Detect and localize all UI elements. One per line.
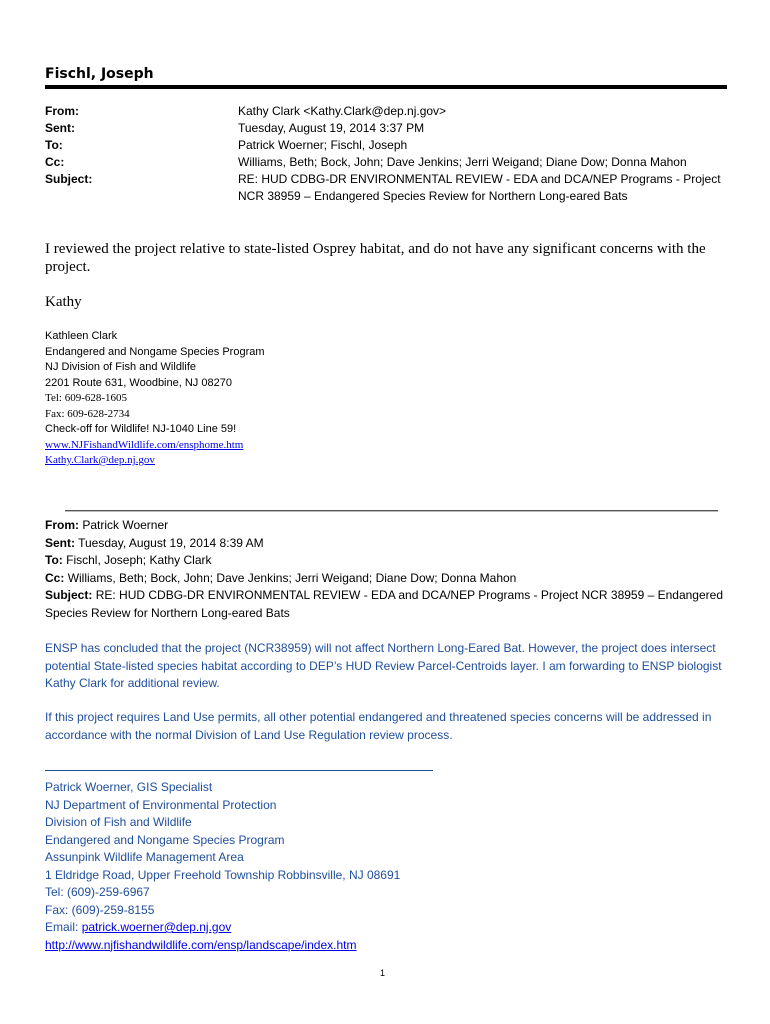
cc-value: Williams, Beth; Bock, John; Dave Jenkins; Jerri Weigand; Diane Dow; Donna Mahon [238, 155, 687, 169]
fwd-sig-fax: Fax: (609)-259-8155 [45, 902, 155, 917]
signature-division: NJ Division of Fish and Wildlife [45, 361, 196, 373]
reply-signature [45, 329, 265, 469]
header-sent-row [45, 120, 735, 137]
reply-signoff: Kathy [45, 294, 82, 310]
sent-label: Sent: [45, 121, 75, 135]
fwd-sent-label: Sent: [45, 535, 75, 550]
fwd-sig-name: Patrick Woerner, GIS Specialist [45, 780, 213, 794]
forwarded-signature [45, 762, 433, 954]
header-to-row [45, 137, 735, 154]
signature-name: Kathleen Clark [45, 330, 118, 342]
mailbox-owner-name: Fischl, Joseph [45, 66, 154, 82]
fwd-cc-label: Cc: [45, 570, 65, 585]
subject-value: RE: HUD CDBG-DR ENVIRONMENTAL REVIEW - EDA and DCA/NEP Programs - Project NCR 38959 – Endangered Species Review for Northern Long-eared Bats [238, 172, 721, 203]
fwd-sig-email-row [45, 919, 433, 937]
fwd-sig-dept: NJ Department of Environmental Protection [45, 797, 277, 812]
fwd-subject-row [45, 587, 735, 622]
reply-body: I reviewed the project relative to state-listed Osprey habitat, and do not have any significant concerns with the project. [45, 241, 706, 275]
cc-label: Cc: [45, 155, 65, 169]
forwarded-body-paragraph-2: If this project requires Land Use permits, all other potential endangered and threatened species concerns will be addressed in accordance with the normal Division of Land Use Regulation review process. [45, 710, 712, 742]
fwd-sent-value: Tuesday, August 19, 2014 8:39 AM [78, 535, 264, 550]
page-number: 1 [380, 968, 386, 978]
forwarded-header [45, 517, 735, 622]
fwd-to-label: To: [45, 553, 63, 567]
signature-email-link[interactable]: Kathy.Clark@dep.nj.gov [45, 454, 155, 466]
signature-fax: Fax: 609-628-2734 [45, 407, 130, 420]
fwd-to-value: Fischl, Joseph; Kathy Clark [66, 553, 212, 567]
signature-program: Endangered and Nongame Species Program [45, 345, 265, 358]
fwd-sent-row [45, 535, 735, 553]
email-header [45, 103, 735, 205]
owner-divider [45, 85, 727, 89]
fwd-sig-email-label: Email: [45, 920, 82, 934]
fwd-sig-address: 1 Eldridge Road, Upper Freehold Township Robbinsville, NJ 08691 [45, 867, 401, 882]
fwd-sig-tel: Tel: (609)-259-6967 [45, 885, 150, 899]
from-label: From: [45, 104, 79, 118]
to-value: Patrick Woerner; Fischl, Joseph [238, 138, 408, 152]
signature-web-link[interactable]: www.NJFishandWildlife.com/ensphome.htm [45, 438, 244, 451]
fwd-from-label: From: [45, 518, 79, 532]
header-subject-row [45, 171, 735, 205]
signature-tel: Tel: 609-628-1605 [45, 392, 128, 404]
from-value: Kathy Clark <Kathy.Clark@dep.nj.gov> [238, 104, 447, 118]
sent-value: Tuesday, August 19, 2014 3:37 PM [238, 121, 425, 135]
fwd-from-value: Patrick Woerner [82, 518, 169, 532]
fwd-subject-value: RE: HUD CDBG-DR ENVIRONMENTAL REVIEW - EDA and DCA/NEP Programs - Project NCR 38959 – Endangered Species Review for Northern Long-eared Bats [45, 588, 723, 620]
fwd-sig-area: Assunpink Wildlife Management Area [45, 850, 244, 864]
header-cc-row [45, 154, 735, 171]
fwd-sig-email-link[interactable]: patrick.woerner@dep.nj.gov [81, 920, 232, 934]
to-label: To: [45, 138, 63, 152]
subject-label: Subject: [45, 172, 93, 186]
fwd-from-row [45, 517, 735, 535]
fwd-sig-web-link[interactable]: http://www.njfishandwildlife.com/ensp/landscape/index.htm [45, 937, 357, 952]
header-from-row [45, 103, 735, 120]
forward-separator [65, 510, 718, 512]
fwd-to-row [45, 552, 735, 570]
signature-address: 2201 Route 631, Woodbine, NJ 08270 [45, 376, 232, 389]
fwd-sig-division: Division of Fish and Wildlife [45, 815, 192, 829]
forwarded-body-paragraph-1: ENSP has concluded that the project (NCR38959) will not affect Northern Long-Eared Bat. However, the project does intersect potential State-listed species habitat according to DEP’s HUD Review Parcel-Centroids layer. I am forwarding to ENSP biologist Kathy Clark for additional review. [45, 641, 722, 690]
fwd-sig-program: Endangered and Nongame Species Program [45, 832, 285, 847]
fwd-subject-label: Subject: [45, 588, 93, 602]
signature-rule [45, 770, 433, 771]
signature-checkoff: Check-off for Wildlife! NJ-1040 Line 59! [45, 423, 237, 435]
fwd-cc-value: Williams, Beth; Bock, John; Dave Jenkins; Jerri Weigand; Diane Dow; Donna Mahon [67, 570, 517, 585]
fwd-cc-row [45, 570, 735, 588]
